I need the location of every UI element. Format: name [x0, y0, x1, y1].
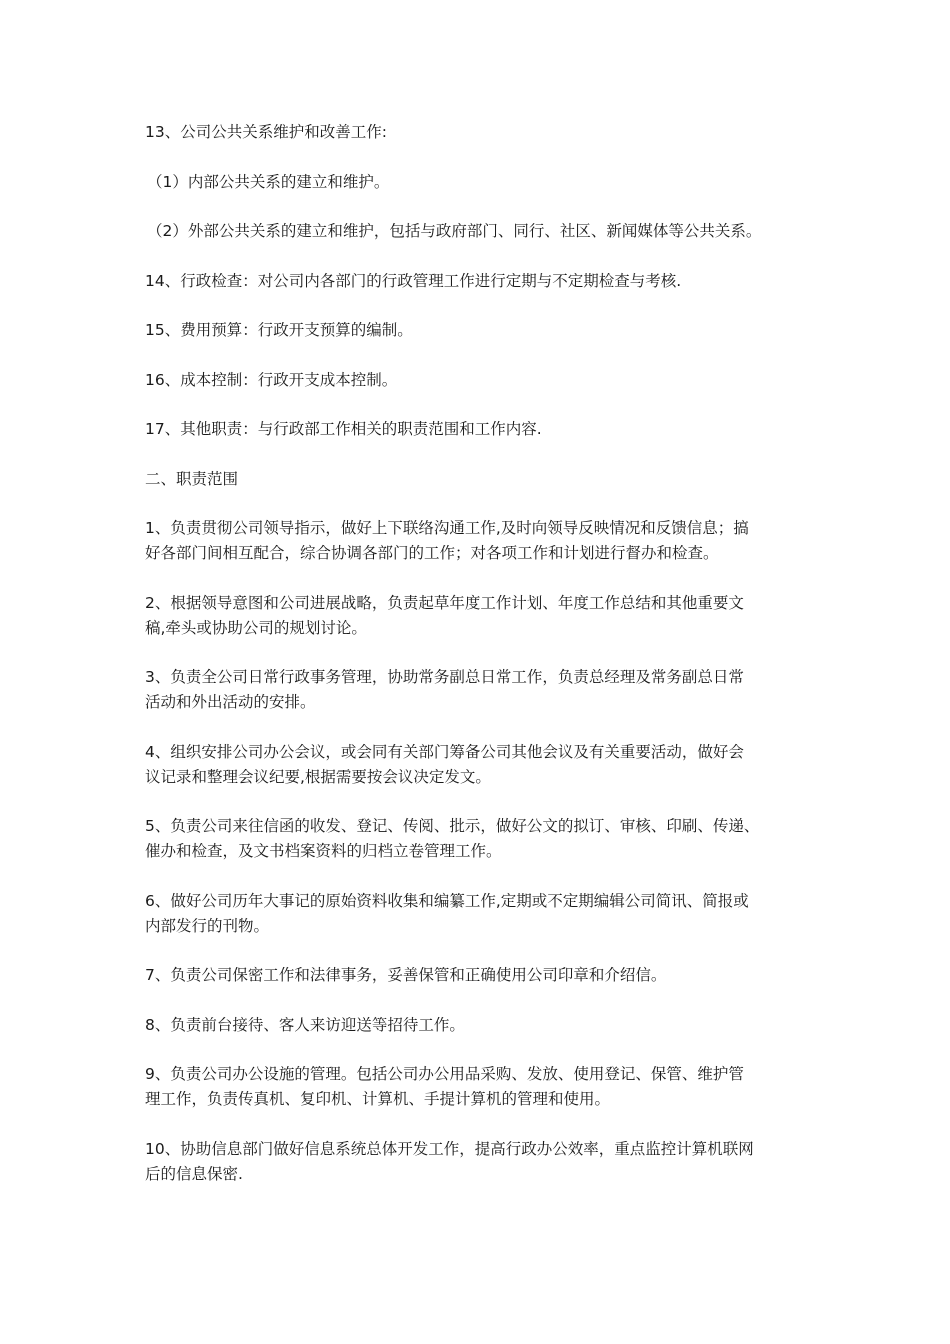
- scope-item-8: 8、负责前台接待、客人来访迎送等招待工作。: [145, 1015, 465, 1034]
- paragraph-13-2: （2）外部公共关系的建立和维护，包括与政府部门、同行、社区、新闻媒体等公共关系。: [147, 222, 762, 240]
- section-heading-scope: 二、职责范围: [145, 469, 239, 488]
- paragraph-14: 14、行政检查：对公司内各部门的行政管理工作进行定期与不定期检查与考核.: [145, 271, 682, 290]
- scope-item-7: 7、负责公司保密工作和法律事务，妥善保管和正确使用公司印章和介绍信。: [145, 966, 667, 984]
- paragraph-13: 13、公司公共关系维护和改善工作:: [145, 123, 387, 141]
- paragraph-17: 17、其他职责：与行政部工作相关的职责范围和工作内容.: [145, 420, 542, 438]
- scope-item-10: 10、协助信息部门做好信息系统总体开发工作，提高行政办公效率，重点监控计算机联网 后的信息保密.: [145, 1139, 754, 1183]
- scope-item-4: 4、组织安排公司办公会议，或会同有关部门筹备公司其他会议及有关重要活动，做好会 议记录和整理会议纪要,根据需要按会议决定发文。: [145, 742, 744, 786]
- paragraph-13-1: （1）内部公共关系的建立和维护。: [147, 172, 390, 191]
- scope-item-9: 9、负责公司办公设施的管理。包括公司办公用品采购、发放、使用登记、保管、维护管 理工作，负责传真机、复印机、计算机、手提计算机的管理和使用。: [145, 1065, 744, 1108]
- document-body: [145, 120, 817, 1211]
- scope-item-3: 3、负责全公司日常行政事务管理，协助常务副总日常工作，负责总经理及常务副总日常 活动和外出活动的安排。: [145, 668, 744, 711]
- paragraph-15: 15、费用预算：行政开支预算的编制。: [145, 321, 413, 339]
- scope-item-2: 2、根据领导意图和公司进展战略，负责起草年度工作计划、年度工作总结和其他重要文 稿,牵头或协助公司的规划讨论。: [145, 593, 744, 637]
- paragraph-16: 16、成本控制：行政开支成本控制。: [145, 370, 398, 389]
- scope-item-5: 5、负责公司来往信函的收发、登记、传阅、批示，做好公文的拟订、审核、印刷、传递、 催办和检查，及文书档案资料的归档立卷管理工作。: [145, 817, 760, 860]
- scope-item-1: 1、负责贯彻公司领导指示，做好上下联络沟通工作,及时向领导反映情况和反馈信息；搞 好各部门间相互配合，综合协调各部门的工作；对各项工作和计划进行督办和检查。: [145, 519, 749, 562]
- scope-item-6: 6、做好公司历年大事记的原始资料收集和编纂工作,定期或不定期编辑公司简讯、简报或 内部发行的刊物。: [145, 891, 749, 935]
